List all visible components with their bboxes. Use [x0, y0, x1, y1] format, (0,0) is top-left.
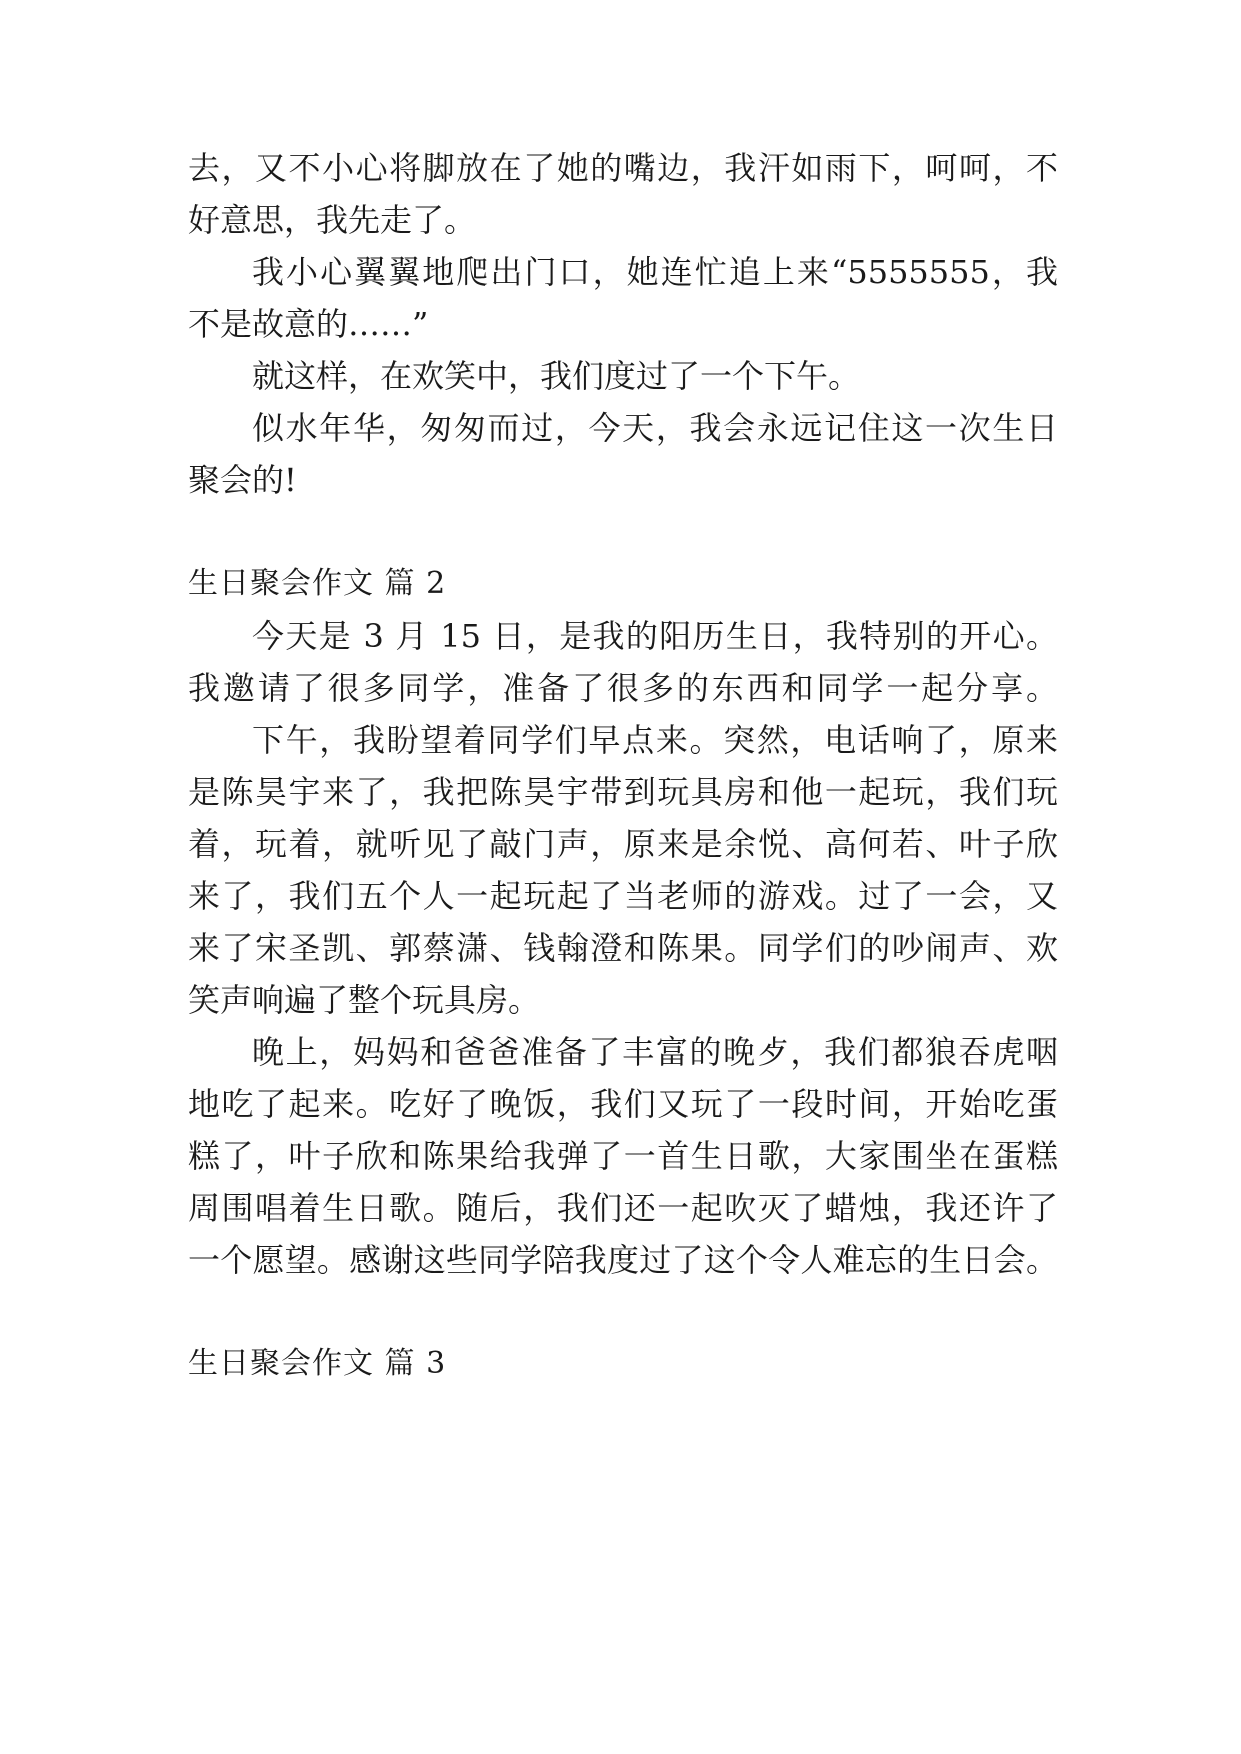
paragraph-line: 晚上，妈妈和爸爸准备了丰富的晚歺，我们都狼吞虎咽: [252, 1033, 1058, 1071]
paragraph-line: 笑声响遍了整个玩具房。: [188, 981, 541, 1019]
paragraph-line: 不是故意的……”: [188, 305, 429, 343]
paragraph-line: 似水年华，匆匆而过，今天，我会永远记住这一次生日: [252, 409, 1058, 447]
paragraph-line: 就这样，在欢笑中，我们度过了一个下午。: [252, 357, 861, 395]
paragraph-line: 我小心翼翼地爬出门口，她连忙追上来“5555555，我: [252, 253, 1058, 291]
section-heading: 生日聚会作文 篇 2: [188, 566, 447, 601]
paragraph-line: 聚会的!: [188, 461, 297, 499]
paragraph-line: 我邀请了很多同学，准备了很多的东西和同学一起分享。: [188, 669, 1058, 707]
paragraph-line: 着，玩着，就听见了敲门声，原来是余悦、高何若、叶子欣: [188, 825, 1058, 863]
paragraph-line: 好意思，我先走了。: [188, 201, 477, 239]
paragraph-line: 一个愿望。感谢这些同学陪我度过了这个令人难忘的生日会。: [188, 1241, 1058, 1279]
paragraph-line: 来了，我们五个人一起玩起了当老师的游戏。过了一会，又: [188, 877, 1058, 915]
paragraph-line: 来了宋圣凯、郭蔡潇、钱翰澄和陈果。同学们的吵闹声、欢: [188, 929, 1058, 967]
paragraph-line: 下午，我盼望着同学们早点来。突然，电话响了，原来: [252, 721, 1058, 759]
paragraph-line: 是陈昊宇来了，我把陈昊宇带到玩具房和他一起玩，我们玩: [188, 773, 1058, 811]
paragraph-line: 地吃了起来。吃好了晚饭，我们又玩了一段时间，开始吃蛋: [188, 1085, 1058, 1123]
paragraph-line: 周围唱着生日歌。随后，我们还一起吹灭了蜡烛，我还许了: [188, 1189, 1058, 1227]
section-heading: 生日聚会作文 篇 3: [188, 1346, 447, 1381]
paragraph-line: 今天是 3 月 15 日，是我的阳历生日，我特别的开心。: [252, 617, 1058, 655]
paragraph-line: 去，又不小心将脚放在了她的嘴边，我汗如雨下，呵呵，不: [188, 149, 1058, 187]
paragraph-line: 糕了，叶子欣和陈果给我弹了一首生日歌，大家围坐在蛋糕: [188, 1137, 1058, 1175]
